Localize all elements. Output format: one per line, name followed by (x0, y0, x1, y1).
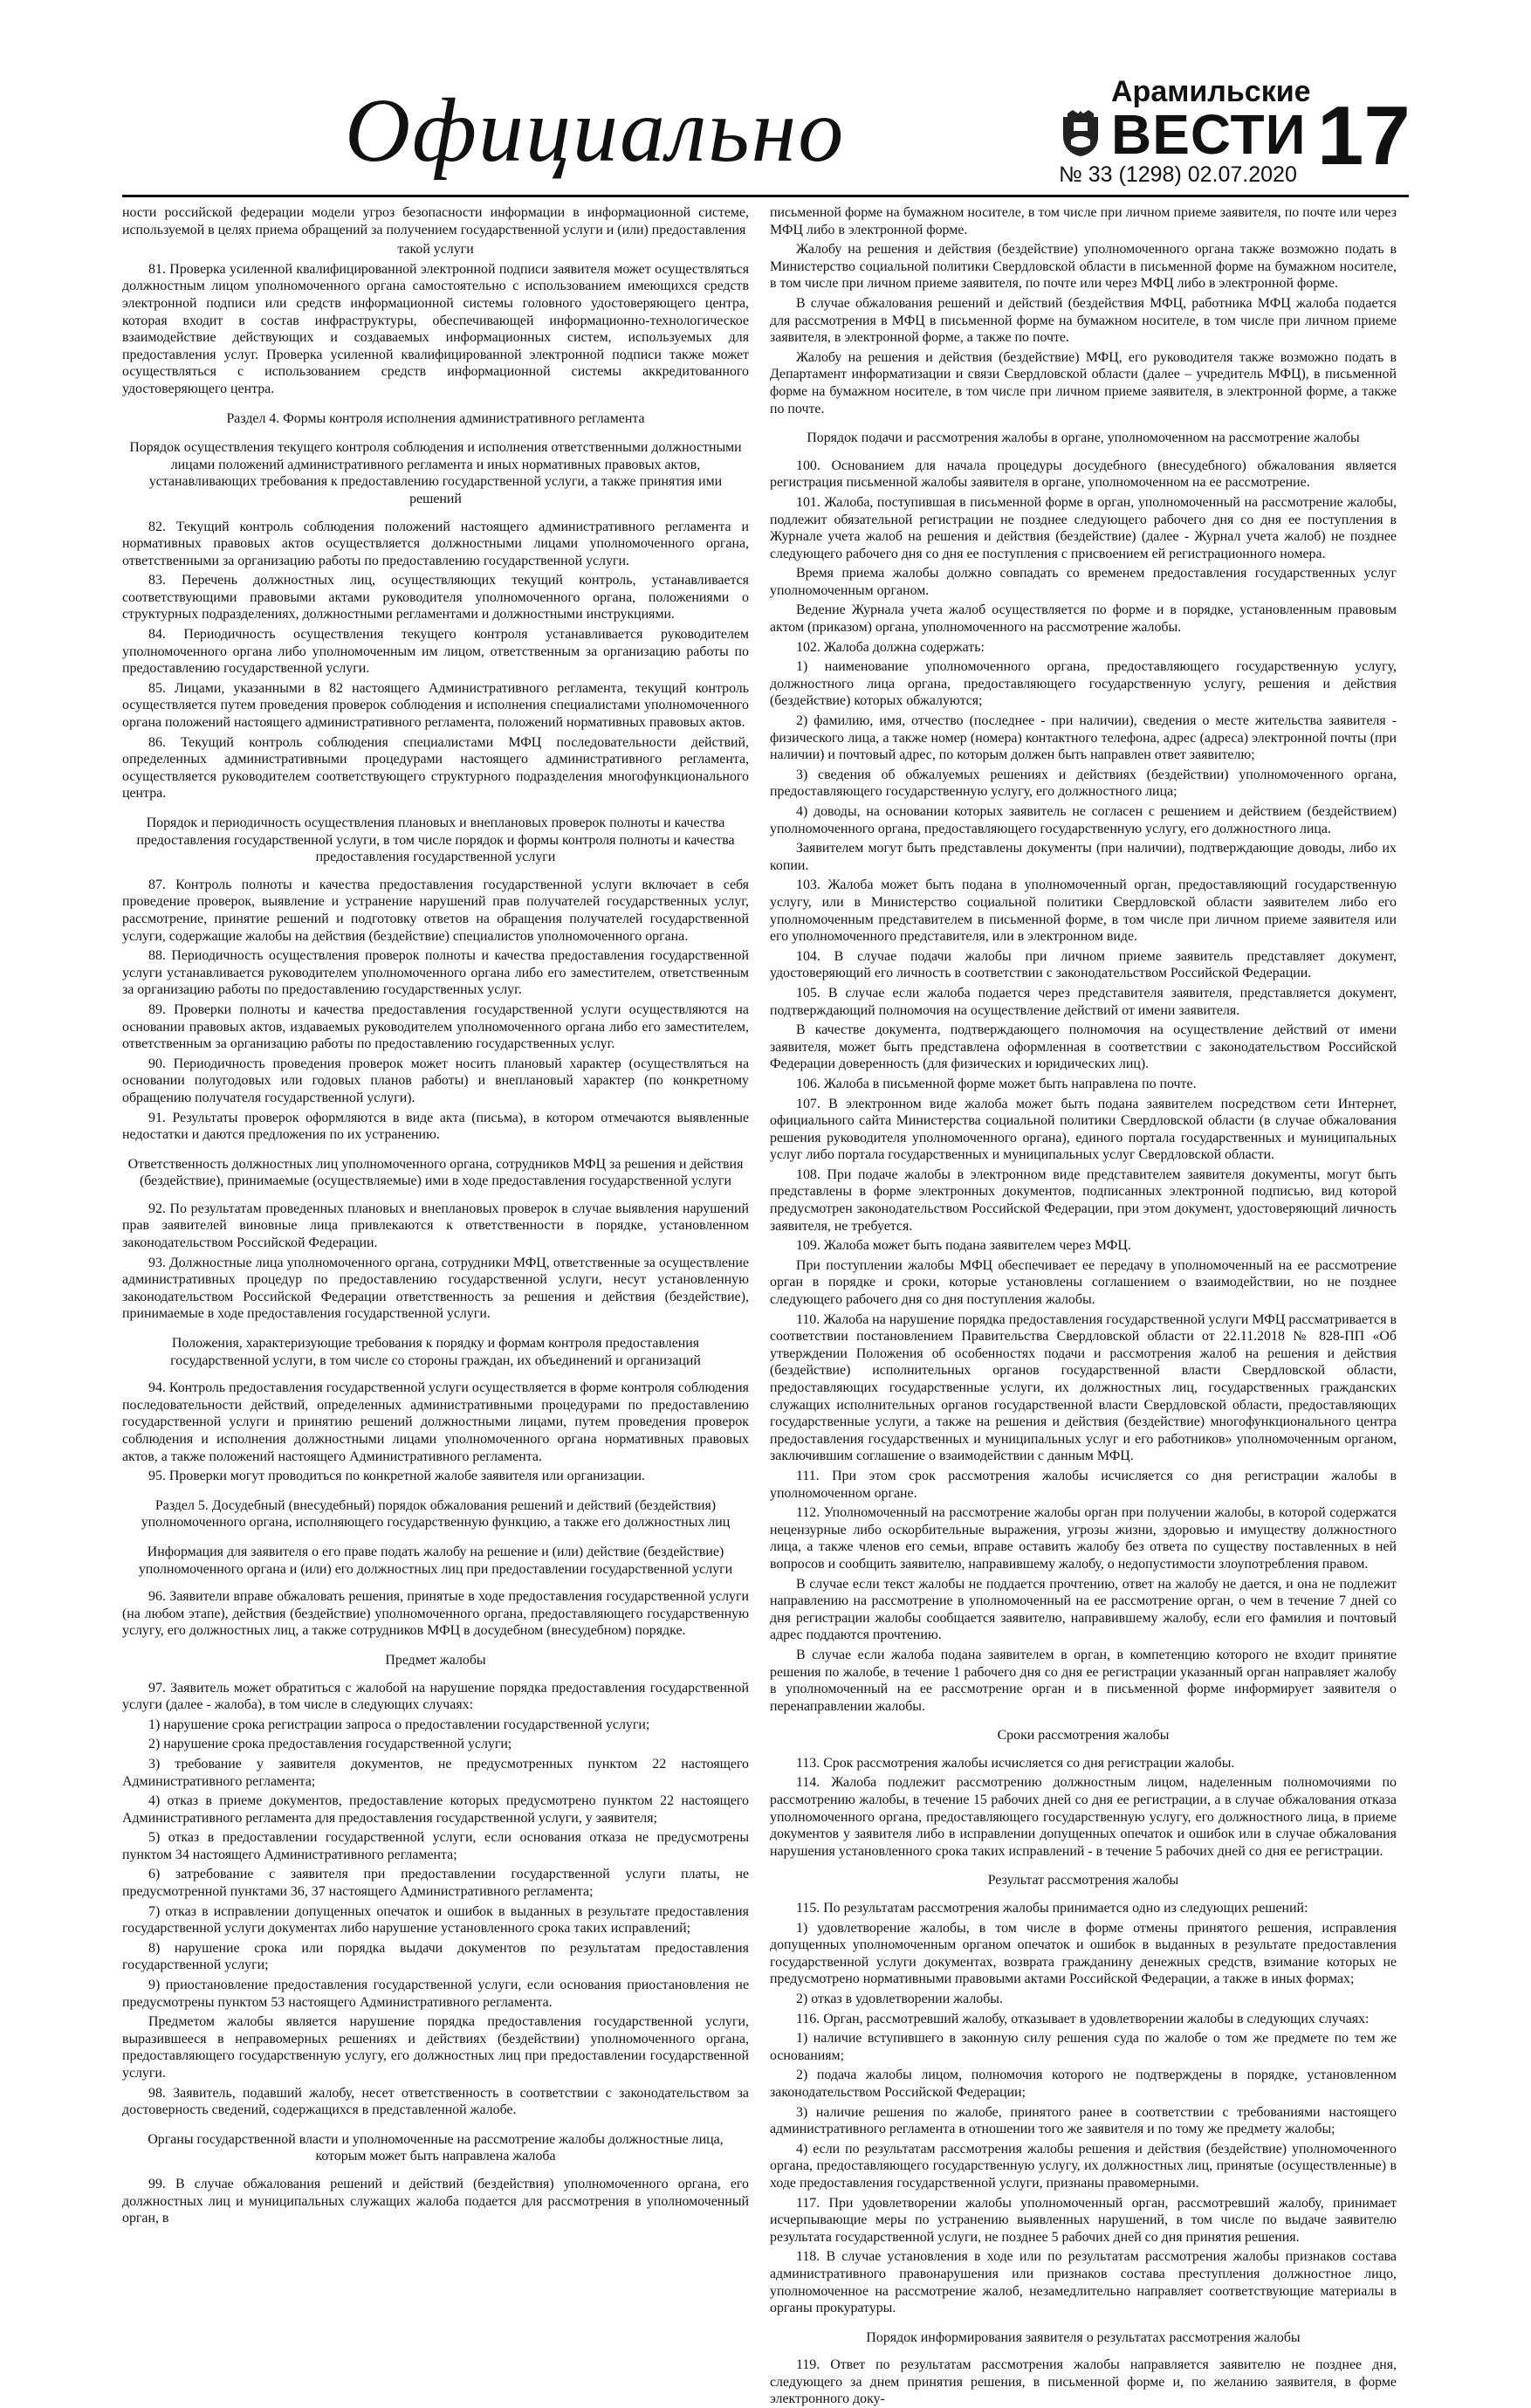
logo-subtitle: Арамильские (1111, 75, 1311, 108)
paragraph: 86. Текущий контроль соблюдения специалистами МФЦ последовательности действий, определенных административными процедурами настоящего административного регламента, осуществляется руководителем соответствующего структурного подразделения многофункционального центра. (122, 734, 749, 802)
paragraph: 7) отказ в исправлении допущенных опечаток и ошибок в выданных в результате предоставления государственной услуги документах либо нарушение установленного срока таких исправлений; (122, 1903, 749, 1937)
paragraph: 9) приостановление предоставления государственной услуги, если основания приостановления не предусмотрены пунктом 53 настоящего Административного регламента. (122, 1978, 749, 2010)
paragraph: 2) нарушение срока предоставления государственной услуги; (148, 1737, 512, 1752)
paragraph: 2) подача жалобы лицом, полномочия которого не подтверждены в порядке, установленном законодательством Российской Федерации; (770, 2067, 1397, 2100)
paragraph: 2) отказ в удовлетворении жалобы. (796, 1992, 1003, 2006)
paragraph: 8) нарушение срока или порядка выдачи документов по результатам предоставления государственной услуги; (122, 1940, 749, 1973)
paragraph: В случае обжалования решений и действий (бездействия МФЦ, работника МФЦ жалоба подается для рассмотрения в МФЦ в письменной форме на бумажном носителе, в том числе при личном приеме заявителя, в электронной форме, а также по почте. (770, 295, 1397, 346)
header-divider (122, 195, 1409, 197)
paragraph: 4) если по результатам рассмотрения жалобы решения и действия (бездействие) уполномоченного органа, предоставляющего государственную услугу, их должностных лиц, принятые (осуществленные) в ходе предоставления государственной услуги, признаны правомерными. (770, 2141, 1397, 2191)
paragraph: 104. В случае подачи жалобы при личном приеме заявитель представляет документ, удостоверяющий его личность в соответствии с законодательством Российской Федерации. (770, 948, 1397, 981)
paragraph: 94. Контроль предоставления государственной услуги осуществляется в форме контроля соблюдения последовательности действий, определенных административными процедурами по предоставлению государственной услуги и принятию решений должностными лицами, путем проведения проверок соблюдения и исполнения должностными лицами уполномоченного органа нормативных правовых актов, а также положений настоящего Административного регламента. (122, 1380, 749, 1464)
page-number: 17 (1317, 89, 1411, 182)
paragraph: 109. Жалоба может быть подана заявителем через МФЦ. (796, 1238, 1131, 1254)
paragraph: 3) сведения об обжалуемых решениях и действиях (бездействии) уполномоченного органа, предоставляющего государственную услугу, его должностного лица; (770, 767, 1397, 800)
paragraph: 113. Срок рассмотрения жалобы исчисляется со дня регистрации жалобы. (796, 1755, 1235, 1771)
paragraph: 1) наличие вступившего в законную силу решения суда по жалобе о том же предмете по тем же основаниям; (770, 2031, 1397, 2063)
paragraph: 96. Заявители вправе обжаловать решения, принятые в ходе предоставления государственной услуги (на любом этапе), действия (бездействие) уполномоченного органа, предоставляющего государственную услугу, его должностных лиц, а также сотрудников МФЦ в досудебном (внесудебном) порядке. (122, 1589, 749, 1639)
paragraph: 101. Жалоба, поступившая в письменной форме в орган, уполномоченный на рассмотрение жалобы, подлежит обязательной регистрации не позднее следующего рабочего дня со дня ее поступления в Журнале учета жалоб на решения и действия (бездействие) (далее - Журнал учета жалоб) не позднее следующего рабочего дня со дня ее поступления с присвоением ей регистрационного номера. (770, 494, 1397, 561)
paragraph: 81. Проверка усиленной квалифицированной электронной подписи заявителя может осуществляться должностным лицом уполномоченного органа самостоятельно с использованием имеющихся средств электронной подписи или средств информационной системы головного удостоверяющего центра, которая входит в состав инфраструктуры, обеспечивающей информационно-технологическое взаимодействие действующих и создаваемых информационных систем, используемых для предоставления услуг. Проверка усиленной квалифицированной электронной подписи также может осуществляться с использованием средств информационной системы аккредитованного удостоверяющего центра. (122, 261, 749, 396)
paragraph: ности российской федерации модели угроз безопасности информации в информационной системе, используемой в целях приема обращений за получением государственной услуги и (или) предоставления (122, 205, 749, 237)
logo-title: ВЕСТИ (1111, 103, 1307, 166)
section-heading: Раздел 5. Досудебный (внесудебный) порядок обжалования решений и действий (бездействия) уполномоченного органа, исполняющего государственную функцию, а также его должностных лиц (141, 1497, 731, 1531)
paragraph: 110. Жалоба на нарушение порядка предоставления государственной услуги МФЦ рассматривается в соответствии постановлением Правительства Свердловской области от 22.11.2018 № 828-ПП «Об утверждении Положения об особенностях подачи и рассмотрения жалоб на решения и действия (бездействие) исполнительных органов государственной власти Свердловской области, предоставляющих государственные услуги, их должностных лиц, государственных гражданских служащих исполнительных органов государственной власти Свердловской области, предоставляющих государственные услуги, а также на решения и действия (бездействие) многофункционального центра предоставления государственных и муниципальных услуг и его работников» уполномоченным органом, заключившим соглашение о взаимодействии с данным МФЦ. (770, 1311, 1397, 1464)
paragraph: 98. Заявитель, подавший жалобу, несет ответственность в соответствии с законодательством за достоверность сведений, содержащихся в представленной жалобе. (122, 2085, 749, 2118)
paragraph: 90. Периодичность проведения проверок может носить плановый характер (осуществляться на основании полугодовых или годовых планов работы) и внеплановый характер (по конкретному обращению получателя государственной услуги). (122, 1056, 749, 1105)
newspaper-logo (1061, 75, 1311, 173)
paragraph: 87. Контроль полноты и качества предоставления государственной услуги включает в себя проведение проверок, выявление и устранение нарушений прав получателей государственных услуг, рассмотрение, принятие решений и подготовку ответов на обращения получателей государственной услуги, содержащие жалобы на действия (бездействие) специалистов уполномоченного органа. (122, 877, 749, 944)
paragraph: Жалобу на решения и действия (бездействие) МФЦ, его руководителя также возможно подать в Департамент информатизации и связи Свердловской области (далее – учредитель МФЦ), в письменной форме на бумажном носителе, в том числе при личном приеме заявителя, в электронной форме, а также по почте. (770, 349, 1397, 416)
paragraph: 2) фамилию, имя, отчество (последнее - при наличии), сведения о месте жительства заявителя - физического лица, а также номер (номера) контактного телефона, адрес (адреса) электронной почты (при наличии) и почтовый адрес, по которым должен быть направлен ответ заявителю; (770, 713, 1397, 763)
paragraph: 105. В случае если жалоба подается через представителя заявителя, представляется документ, подтверждающий полномочия на осуществление действий от имени заявителя. (770, 985, 1397, 1018)
issue-number: № 33 (1298) 02.07.2020 (1059, 162, 1297, 187)
page-header (0, 0, 1531, 199)
paragraph: В качестве документа, подтверждающего полномочия на осуществление действий от имени заявителя, может быть представлена оформленная в соответствии с законодательством Российской Федерации доверенность (для физических и юридических лиц). (770, 1022, 1397, 1072)
section-heading: Сроки рассмотрения жалобы (997, 1728, 1170, 1744)
section-heading: Порядок и периодичность осуществления плановых и внеплановых проверок полноты и качества предоставления государственной услуги, в том числе порядок и формы контроля полноты и качества предоставления государственной услуги (136, 815, 735, 865)
paragraph: 84. Периодичность осуществления текущего контроля устанавливается руководителем уполномоченного органа либо уполномоченным им лицом, ответственным за организацию работы по предоставлению государственной услуги. (122, 627, 749, 677)
paragraph: 4) отказ в приеме документов, предоставление которых предусмотрено пунктом 22 настоящего Административного регламента для предоставления государственной услуги, у заявителя; (122, 1793, 749, 1826)
paragraph: 100. Основанием для начала процедуры досудебного (внесудебного) обжалования является регистрация письменной жалобы заявителя в органе, уполномоченном на ее рассмотрение. (770, 458, 1397, 491)
paragraph: 3) наличие решения по жалобе, принятого ранее в соответствии с требованиями настоящего административного регламента в отношении того же заявителя и по тому же предмету жалобы; (770, 2104, 1397, 2137)
paragraph: Ведение Журнала учета жалоб осуществляется по форме и в порядке, установленным правовым актом (приказом) органа, уполномоченного на рассмотрение жалобы. (770, 602, 1397, 636)
paragraph: 111. При этом срок рассмотрения жалобы исчисляется со дня регистрации жалобы в уполномоченном органе. (770, 1468, 1397, 1501)
paragraph: В случае если жалоба подана заявителем в орган, в компетенцию которого не входит принятие решения по жалобе, в течение 1 рабочего дня со дня ее регистрации указанный орган направляет жалобу в уполномоченный на ее рассмотрение орган и в письменной форме информирует заявителя о перенаправлении жалобы. (770, 1647, 1397, 1714)
paragraph: 6) затребование с заявителя при предоставлении государственной услуги платы, не предусмотренной пунктами 36, 37 настоящего Административного регламента; (122, 1867, 749, 1900)
section-title: Официально (345, 80, 846, 181)
paragraph: 1) наименование уполномоченного органа, предоставляющего государственную услугу, должностного лица органа, предоставляющего государственную услугу, решения и действия (бездействие) которых обжалуются; (770, 659, 1397, 709)
paragraph: При поступлении жалобы МФЦ обеспечивает ее передачу в уполномоченный на ее рассмотрение орган в порядке и сроки, которые установлены соглашением о взаимодействии, но не позднее следующего рабочего дня со дня поступления жалобы. (770, 1257, 1397, 1308)
paragraph: Заявителем могут быть представлены документы (при наличии), подтверждающие доводы, либо их копии. (770, 841, 1397, 873)
section-heading: Информация для заявителя о его праве подать жалобу на решение и (или) действие (бездействие) уполномоченного органа и (или) его должностных лиц при предоставлении государственной услуги (138, 1544, 733, 1577)
paragraph: 116. Орган, рассмотревший жалобу, отказывает в удовлетворении жалобы в следующих случаях: (796, 2011, 1370, 2026)
paragraph: 119. Ответ по результатам рассмотрения жалобы направляется заявителю не позднее дня, следующего за днем принятия решения, в письменной форме и, по желанию заявителя, в форме электронного доку- (770, 2357, 1397, 2407)
paragraph: такой услуги (397, 242, 474, 258)
paragraph: 85. Лицами, указанными в 82 настоящего Административного регламента, текущий контроль осуществляется путем проведения проверок соблюдения и исполнения специалистами уполномоченного органа положений настоящего административного регламента, положений нормативных правовых актов. (122, 680, 749, 731)
paragraph: 97. Заявитель может обратиться с жалобой на нарушение порядка предоставления государственной услуги (далее - жалоба), в том числе в следующих случаях: (122, 1680, 749, 1713)
left-column (122, 204, 749, 2226)
paragraph: письменной форме на бумажном носителе, в том числе при личном приеме заявителя, по почте или через МФЦ либо в электронной форме. (770, 205, 1397, 237)
paragraph: 115. По результатам рассмотрения жалобы принимается одно из следующих решений: (796, 1901, 1308, 1916)
paragraph: 106. Жалоба в письменной форме может быть направлена по почте. (796, 1076, 1197, 1091)
paragraph: В случае если текст жалобы не поддается прочтению, ответ на жалобу не дается, и она не подлежит направлению на рассмотрение в уполномоченный на ее рассмотрение орган, о чем в течение 7 дней со дня регистрации жалобы сообщается заявителю, направившему жалобу, если его фамилия и почтовый адрес поддаются прочтению. (770, 1576, 1397, 1643)
paragraph: 1) нарушение срока регистрации запроса о предоставлении государственной услуги; (148, 1717, 650, 1732)
paragraph: 4) доводы, на основании которых заявитель не согласен с решением и действием (бездействием) уполномоченного органа, предоставляющего государственную услугу, его должностного лица. (770, 804, 1397, 836)
paragraph: 99. В случае обжалования решений и действий (бездействия) уполномоченного органа, его должностных лиц и муниципальных служащих жалоба подается для рассмотрения в уполномоченный орган, в (122, 2176, 749, 2226)
paragraph: 103. Жалоба может быть подана в уполномоченный орган, предоставляющий государственную услугу, или в Министерство социальной политики Свердловской области заявителем либо его уполномоченным представителем в письменной форме, в том числе при личном приеме заявителя или его уполномоченного представителя, или в электронном виде. (770, 877, 1397, 945)
paragraph: 89. Проверки полноты и качества предоставления государственной услуги осуществляются на основании правовых актов, издаваемых руководителем уполномоченного органа либо его заместителем, ответственным за организацию работы по предоставлению государственных услуг. (122, 1001, 749, 1052)
paragraph: 108. При подаче жалобы в электронном виде представителем заявителя документы, могут быть представлены в форме электронных документов, подписанных электронной подписью, вид которой предусмотрен законодательством Российской Федерации, при этом документ, удостоверяющий личность заявителя, не требуется. (770, 1166, 1397, 1234)
paragraph: 107. В электронном виде жалоба может быть подана заявителем посредством сети Интернет, официального сайта Министерства социальной политики Свердловской области (в случае обжалования решения руководителя уполномоченного органа), единого портала государственных и муниципальных услуг либо портала государственных и муниципальных услуг Свердловской области. (770, 1096, 1397, 1163)
paragraph: 1) удовлетворение жалобы, в том числе в форме отмены принятого решения, исправления допущенных уполномоченным органом опечаток и ошибок в выданных в результате предоставления государственной услуги документах, возврата гражданину денежных средств, взимание которых не предусмотрено нормативными правовыми актами Российской Федерации, а также в иных формах; (770, 1920, 1397, 1987)
paragraph: 118. В случае установления в ходе или по результатам рассмотрения жалобы признаков состава административного правонарушения или признаков состава преступления должностное лицо, уполномоченное на рассмотрение жалоб, незамедлительно направляет соответствующие материалы в органы прокуратуры. (770, 2249, 1397, 2316)
paragraph: 83. Перечень должностных лиц, осуществляющих текущий контроль, устанавливается соответствующими правовыми актами руководителя уполномоченного органа, положениями о структурных подразделениях, должностными регламентами и должностными инструкциями. (122, 573, 749, 623)
paragraph: Время приема жалобы должно совпадать со временем предоставления государственных услуг уполномоченным органом. (770, 566, 1397, 598)
section-heading: Органы государственной власти и уполномоченные на рассмотрение жалобы должностные лица, которым может быть направлена жалоба (148, 2131, 724, 2164)
section-heading: Ответственность должностных лиц уполномоченного органа, сотрудников МФЦ за решения и действия (бездействие), принимаемые (осуществляемые) ими в ходе предоставления государственной услуги (127, 1156, 744, 1189)
paragraph: 114. Жалоба подлежит рассмотрению должностным лицом, наделенным полномочиями по рассмотрению жалобы, в течение 15 рабочих дней со дня ее регистрации, а в случае обжалования отказа уполномоченного органа, предоставляющего государственную услугу, его должностного лица, в приеме документов у заявителя либо в исправлении допущенных опечаток и ошибок или в случае обжалования нарушения установленного срока таких исправлений - в течение 5 рабочих дней со дня ее регистрации. (770, 1775, 1397, 1859)
paragraph: 112. Уполномоченный на рассмотрение жалобы орган при получении жалобы, в которой содержатся нецензурные либо оскорбительные выражения, угрозы жизни, здоровью и имуществу должностного лица, а также членов его семьи, вправе оставить жалобу без ответа по существу поставленных в ней вопросов и сообщить заявителю, направившему жалобу, о недопустимости злоупотребления правом. (770, 1505, 1397, 1572)
paragraph: Предметом жалобы является нарушение порядка предоставления государственной услуги, выразившееся в неправомерных решениях и действиях (бездействии) уполномоченного органа, предоставляющего государственную услугу, его должностных лиц при предоставлении государственной услуги. (122, 2014, 749, 2081)
section-heading: Порядок информирования заявителя о результатах рассмотрения жалобы (866, 2329, 1301, 2345)
paragraph: 88. Периодичность осуществления проверок полноты и качества предоставления государственной услуги устанавливается руководителем уполномоченного органа либо его заместителем, ответственным за организацию работы по предоставлению государственных услуг. (122, 948, 749, 998)
paragraph: 3) требование у заявителя документов, не предусмотренных пунктом 22 настоящего Административного регламента; (122, 1756, 749, 1789)
paragraph: 102. Жалоба должна содержать: (796, 639, 985, 655)
section-heading: Порядок подачи и рассмотрения жалобы в органе, уполномоченном на рассмотрение жалобы (807, 430, 1360, 446)
paragraph: Жалобу на решения и действия (бездействие) уполномоченного органа также возможно подать в Министерство социальной политики Свердловской области в письменной форме на бумажном носителе, в том числе при личном приеме заявителя, по почте или через МФЦ либо в электронной форме. (770, 242, 1397, 292)
paragraph: 117. При удовлетворении жалобы уполномоченный орган, рассмотревший жалобу, принимает исчерпывающие меры по устранению выявленных нарушений, в том числе по выдаче заявителю результата государственной услуги, не позднее 5 рабочих дней со дня принятия решения. (770, 2195, 1397, 2245)
section-heading: Положения, характеризующие требования к порядку и формам контроля предоставления государственной услуги, в том числе со стороны граждан, их объединений и организаций (170, 1336, 701, 1368)
section-heading: Предмет жалобы (385, 1652, 486, 1668)
coat-of-arms-icon (1061, 110, 1101, 157)
section-heading: Результат рассмотрения жалобы (987, 1873, 1179, 1889)
paragraph: 91. Результаты проверок оформляются в виде акта (письма), в котором отмечаются выявленные недостатки и даются предложения по их устранению. (122, 1110, 749, 1143)
paragraph: 5) отказ в предоставлении государственной услуги, если основания отказа не предусмотрены пунктом 34 настоящего Административного регламента; (122, 1830, 749, 1862)
paragraph: 93. Должностные лица уполномоченного органа, сотрудники МФЦ, ответственные за осуществление административных процедур по предоставлению государственной услуги, несут установленную законодательством Российской Федерации ответственность за решения и действия (бездействие), принимаемые в ходе предоставления государственной услуги. (122, 1255, 749, 1322)
paragraph: 95. Проверки могут проводиться по конкретной жалобе заявителя или организации. (148, 1469, 645, 1484)
paragraph: 82. Текущий контроль соблюдения положений настоящего административного регламента и нормативных правовых актов осуществляется должностными лицами уполномоченного органа, ответственными за организацию работы по предоставлению государственной услуги. (122, 519, 749, 568)
section-heading: Раздел 4. Формы контроля исполнения административного регламента (226, 410, 645, 426)
paragraph: 92. По результатам проведенных плановых и внеплановых проверок в случае выявления нарушений прав заявителей виновные лица привлекаются к ответственности в порядке, установленном законодательством Российской Федерации. (122, 1201, 749, 1251)
right-column (770, 204, 1397, 2407)
section-heading: Порядок осуществления текущего контроля соблюдения и исполнения ответственными должностными лицами положений административного регламента и иных нормативных правовых актов, устанавливающих требования к предоставлению государственной услуги, а также принятия ими решений (129, 440, 742, 506)
